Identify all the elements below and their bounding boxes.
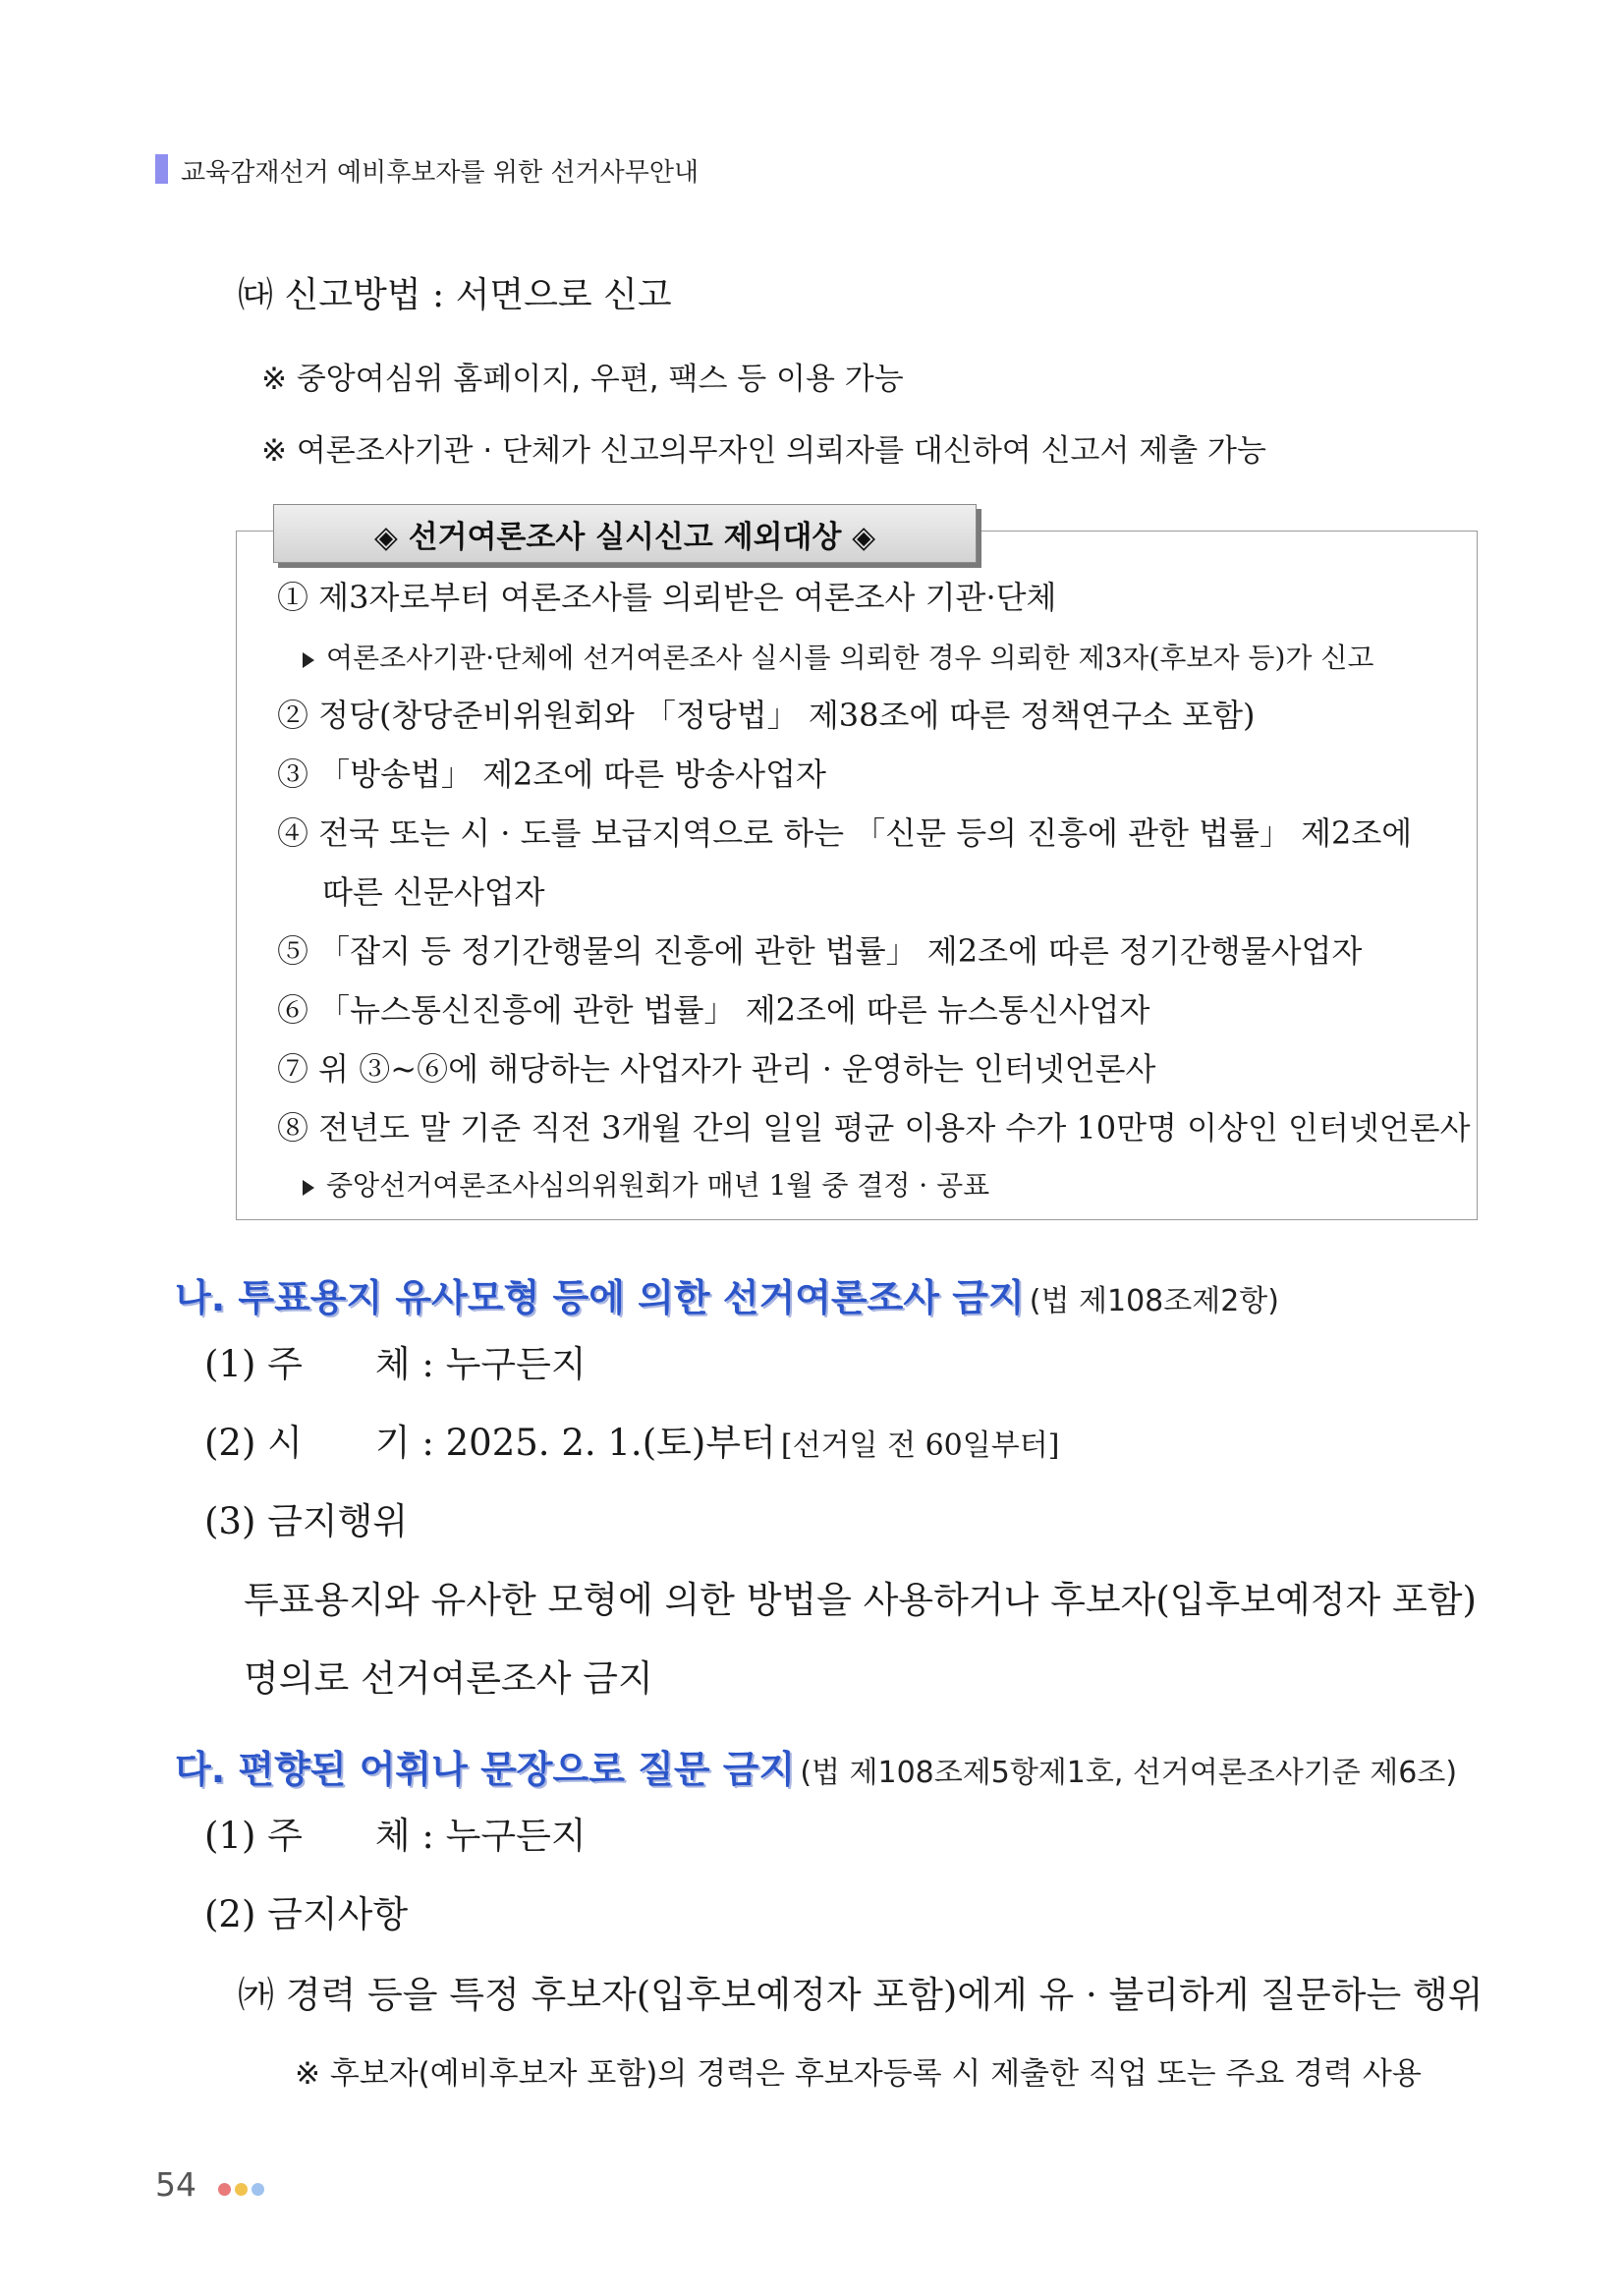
bullet-triangle-icon [303, 1180, 314, 1196]
page-number: 54 [155, 2165, 196, 2204]
section-na-period-note: [선거일 전 60일부터] [780, 1428, 1060, 1463]
section-na-act-body-1: 투표용지와 유사한 모형에 의한 방법을 사용하거나 후보자(입후보예정자 포함) [244, 1579, 1477, 1621]
filing-method: ㈐ 신고방법 : 서면으로 신고 [238, 275, 672, 315]
footer-dot-red [218, 2183, 231, 2196]
section-na-heading [175, 1267, 1279, 1321]
exempt-item-2: ② 정당(창당준비위원회와 「정당법」 제38조에 따른 정책연구소 포함) [277, 697, 1256, 734]
exempt-item-7: ⑦ 위 ③~⑥에 해당하는 사업자가 관리 · 운영하는 인터넷언론사 [277, 1050, 1156, 1088]
exempt-subnote-1: 여론조사기관·단체에 선거여론조사 실시를 의뢰한 경우 의뢰한 제3자(후보자 등)가 신고 [303, 637, 1373, 676]
section-na-act-heading: (3) 금지행위 [204, 1500, 409, 1542]
filing-note-1: ※ 중앙여심위 홈페이지, 우편, 팩스 등 이용 가능 [261, 362, 904, 397]
exempt-item-4-cont: 따른 신문사업자 [322, 873, 545, 911]
running-header: 교육감재선거 예비후보자를 위한 선거사무안내 [181, 158, 700, 188]
exempt-subnote-8: 중앙선거여론조사심의위원회가 매년 1월 중 결정 · 공표 [303, 1164, 989, 1204]
section-da-law-ref: (법 제108조제5항제1호, 선거여론조사기준 제6조) [800, 1756, 1458, 1790]
exempt-item-3: ③ 「방송법」 제2조에 따른 방송사업자 [277, 756, 826, 793]
exemption-box-title: ◈ 선거여론조사 실시신고 제외대상 ◈ [273, 504, 977, 563]
section-na-act-body-2: 명의로 선거여론조사 금지 [244, 1657, 653, 1700]
filing-note-2: ※ 여론조사기관 · 단체가 신고의무자인 의뢰자를 대신하여 신고서 제출 가능 [261, 433, 1266, 469]
bullet-triangle-icon [303, 652, 314, 668]
footer-dot-yellow [235, 2183, 248, 2196]
section-da-title: 다. 편향된 어휘나 문장으로 질문 금지 [175, 1748, 796, 1791]
exempt-item-4: ④ 전국 또는 시 · 도를 보급지역으로 하는 「신문 등의 진흥에 관한 법률」 제2조에 [277, 814, 1413, 852]
section-na-subject: (1) 주 체 : 누구든지 [204, 1343, 587, 1385]
exempt-item-1: ① 제3자로부터 여론조사를 의뢰받은 여론조사 기관·단체 [277, 579, 1057, 616]
section-na-title: 나. 투표용지 유사모형 등에 의한 선거여론조사 금지 [175, 1276, 1025, 1319]
exempt-item-6: ⑥ 「뉴스통신진흥에 관한 법률」 제2조에 따른 뉴스통신사업자 [277, 991, 1150, 1029]
exempt-item-5: ⑤ 「잡지 등 정기간행물의 진흥에 관한 법률」 제2조에 따른 정기간행물사업자 [277, 932, 1363, 970]
section-da-ban-note: ※ 후보자(예비후보자 포함)의 경력은 후보자등록 시 제출한 직업 또는 주요 경력 사용 [295, 2056, 1422, 2092]
section-na-law-ref: (법 제108조제2항) [1029, 1284, 1279, 1318]
section-na-period: (2) 시 기 : 2025. 2. 1.(토)부터 [선거일 전 60일부터] [204, 1422, 1060, 1464]
footer-dot-blue [252, 2183, 264, 2196]
section-da-subject: (1) 주 체 : 누구든지 [204, 1815, 587, 1857]
exempt-item-8: ⑧ 전년도 말 기준 직전 3개월 간의 일일 평균 이용자 수가 10만명 이상인 인터넷언론사 [277, 1109, 1471, 1147]
section-da-ban-heading: (2) 금지사항 [204, 1893, 409, 1935]
header-accent-bar [155, 154, 168, 184]
section-da-ban-item: ㈎ 경력 등을 특정 후보자(입후보예정자 포함)에게 유 · 불리하게 질문하는 행위 [238, 1974, 1484, 2016]
section-da-heading [175, 1739, 1457, 1793]
